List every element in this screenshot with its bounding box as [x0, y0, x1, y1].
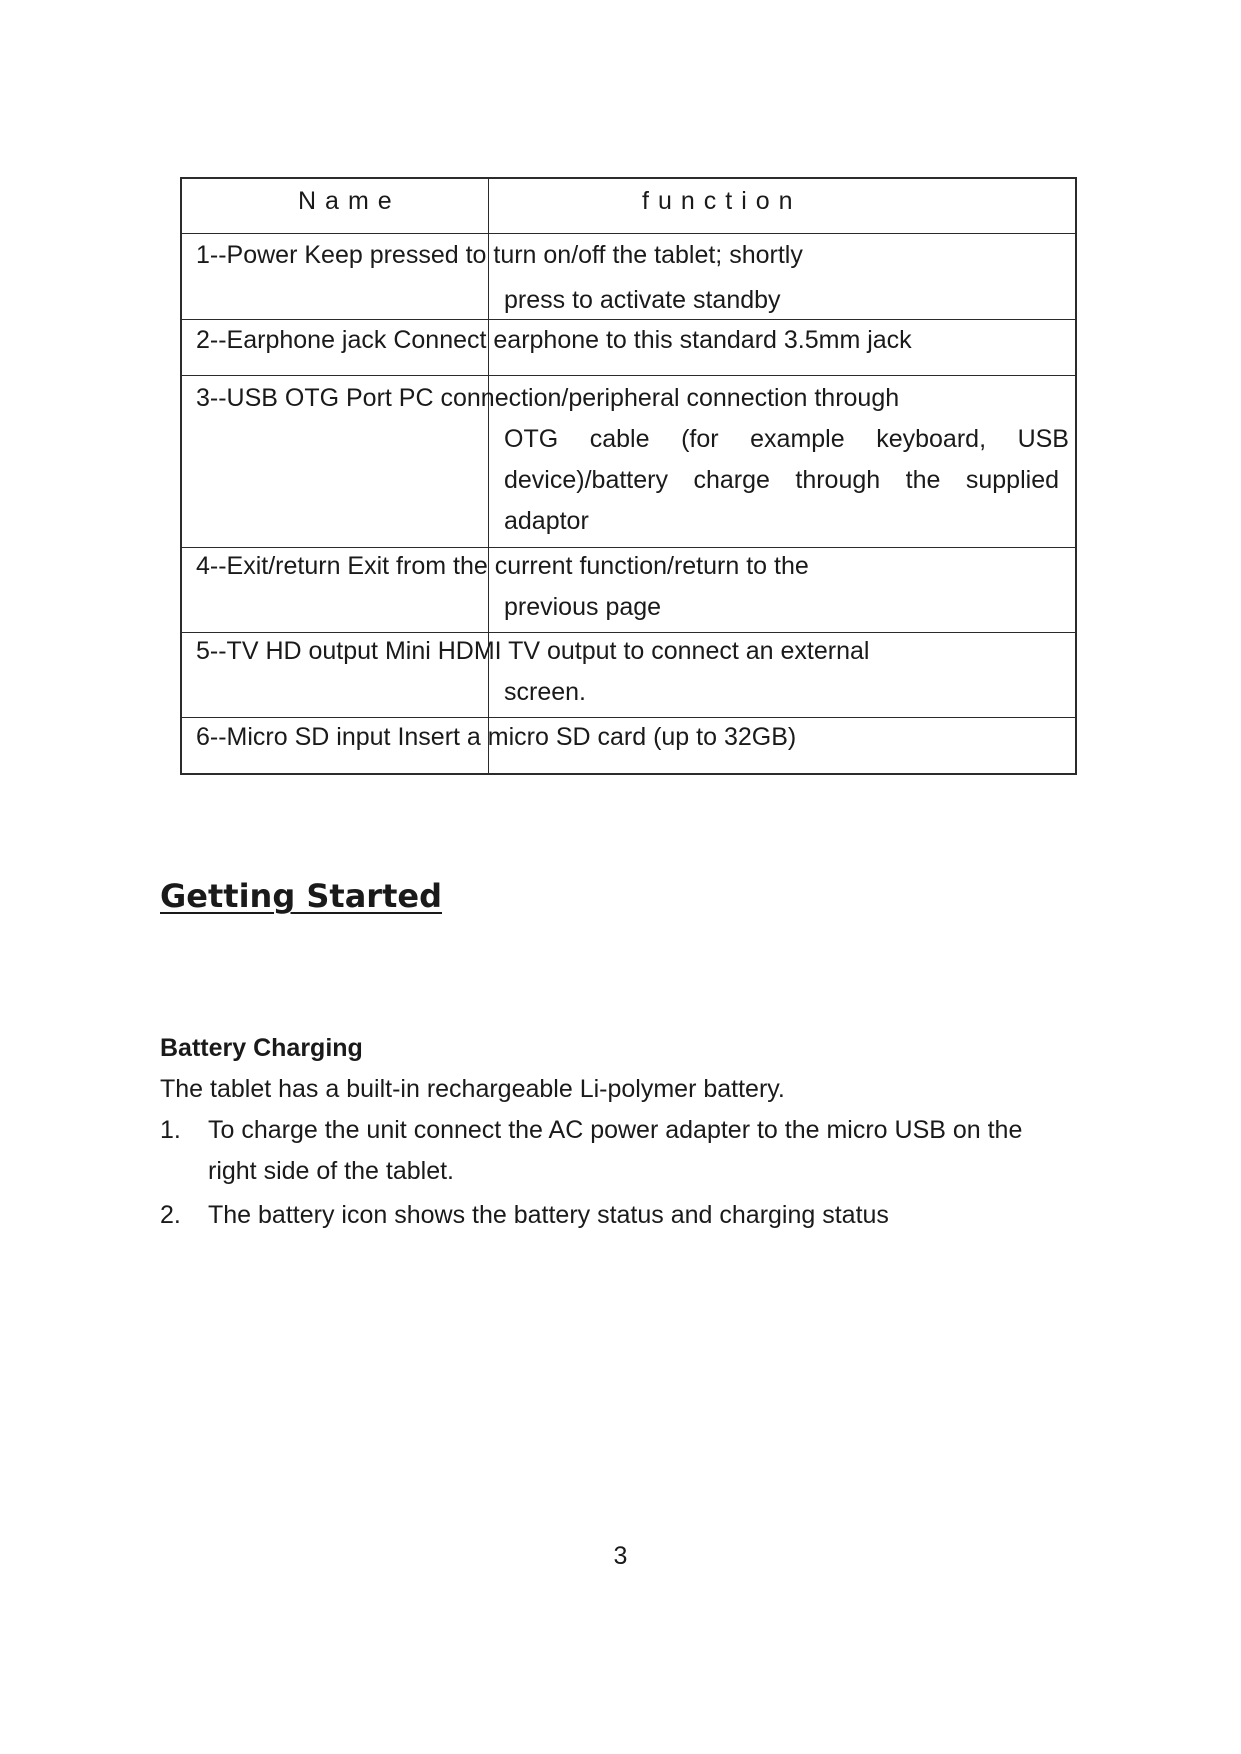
section-heading: Getting Started — [160, 877, 442, 915]
step-2-line-1: The battery icon shows the battery status and charging status — [208, 1201, 889, 1229]
step-1-line-2: right side of the tablet. — [208, 1157, 454, 1185]
row-4-line-1: 4--Exit/return Exit from the current function/return to the — [196, 552, 809, 580]
table-row-divider — [182, 375, 1075, 376]
row-2-line-1: 2--Earphone jack Connect earphone to this standard 3.5mm jack — [196, 326, 912, 354]
table-row-divider — [182, 319, 1075, 320]
function-table — [180, 177, 1077, 775]
row-1-line-1: 1--Power Keep pressed to turn on/off the tablet; shortly — [196, 241, 803, 269]
row-3-line-4: adaptor — [504, 507, 589, 535]
row-6-line-1: 6--Micro SD input Insert a micro SD card (up to 32GB) — [196, 723, 797, 751]
step-1-number: 1. — [160, 1116, 181, 1144]
table-row-divider — [182, 632, 1075, 633]
subsection-heading: Battery Charging — [160, 1034, 363, 1062]
row-3-line-1: 3--USB OTG Port PC connection/peripheral connection through — [196, 384, 900, 412]
page-number: 3 — [613, 1542, 628, 1570]
row-5-line-2: screen. — [504, 678, 586, 706]
step-1-line-1: To charge the unit connect the AC power adapter to the micro USB on the — [208, 1116, 1023, 1144]
row-3-line-3: device)/battery charge through the supplied — [504, 466, 1059, 494]
header-name: Name — [298, 187, 401, 215]
table-row-divider — [182, 233, 1075, 234]
row-5-line-1: 5--TV HD output Mini HDMI TV output to connect an external — [196, 637, 870, 665]
row-1-line-2: press to activate standby — [504, 286, 781, 314]
table-row-divider — [182, 717, 1075, 718]
row-4-line-2: previous page — [504, 593, 662, 621]
row-3-line-2: OTG cable (for example keyboard, USB — [504, 425, 1069, 453]
header-function: function — [642, 187, 802, 215]
step-2-number: 2. — [160, 1201, 181, 1229]
intro-paragraph: The tablet has a built-in rechargeable Li-polymer battery. — [160, 1075, 785, 1103]
table-row-divider — [182, 547, 1075, 548]
